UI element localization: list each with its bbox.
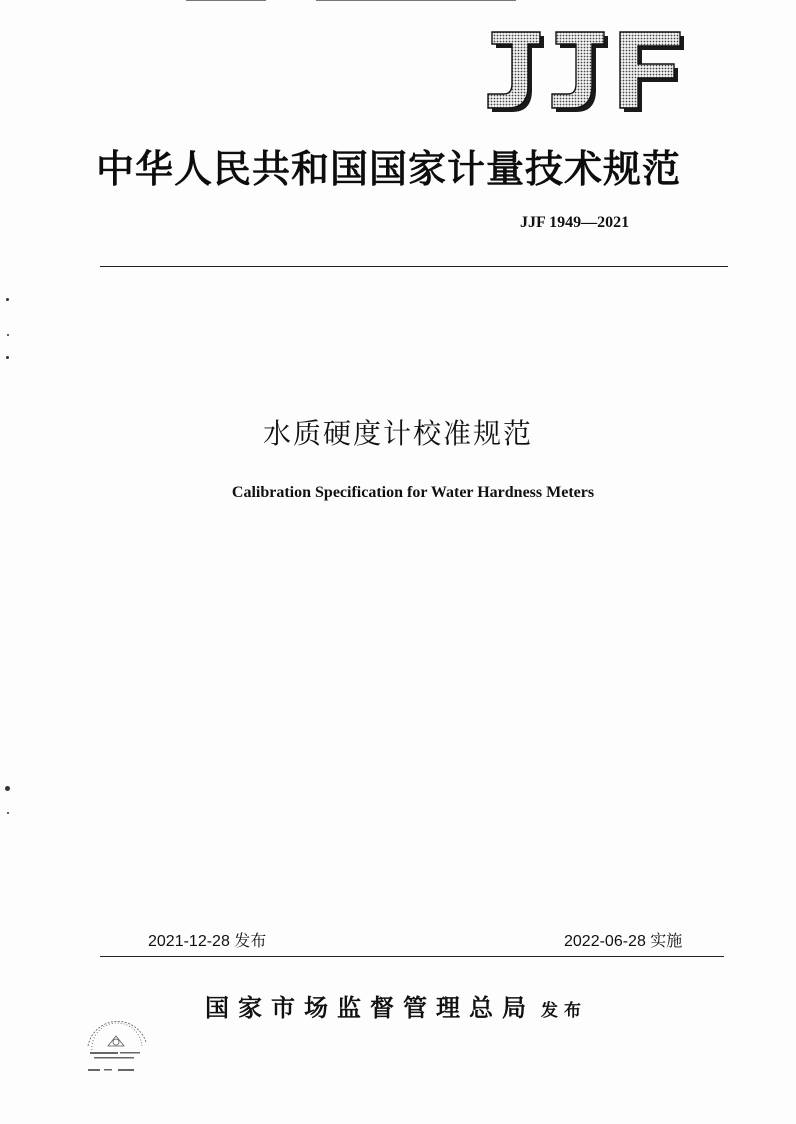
bottom-divider (100, 956, 724, 957)
header-title: 中华人民共和国国家计量技术规范 (96, 147, 682, 191)
scan-artifact (186, 0, 266, 1)
publisher (205, 988, 587, 1023)
document-number: JJF 1949—2021 (520, 214, 630, 231)
scan-speck (6, 298, 9, 301)
scan-speck (7, 334, 9, 336)
spec-title-chinese: 水质硬度计校准规范 (262, 417, 533, 450)
jjf-logo-icon (478, 22, 688, 114)
top-divider (100, 266, 728, 267)
circular-seal-icon (78, 1012, 156, 1076)
publisher-name: 国家市场监督管理总局 (205, 994, 535, 1022)
spec-title-english: Calibration Specification for Water Hardness Meters (231, 484, 595, 501)
scan-speck (6, 356, 9, 359)
effective-date: 2022-06-28 实施 (564, 933, 683, 950)
publisher-suffix: 发布 (541, 1001, 587, 1021)
issue-date: 2021-12-28 发布 (148, 933, 267, 950)
scan-speck (7, 812, 9, 814)
scan-artifact (316, 0, 516, 1)
scan-speck (5, 786, 10, 791)
